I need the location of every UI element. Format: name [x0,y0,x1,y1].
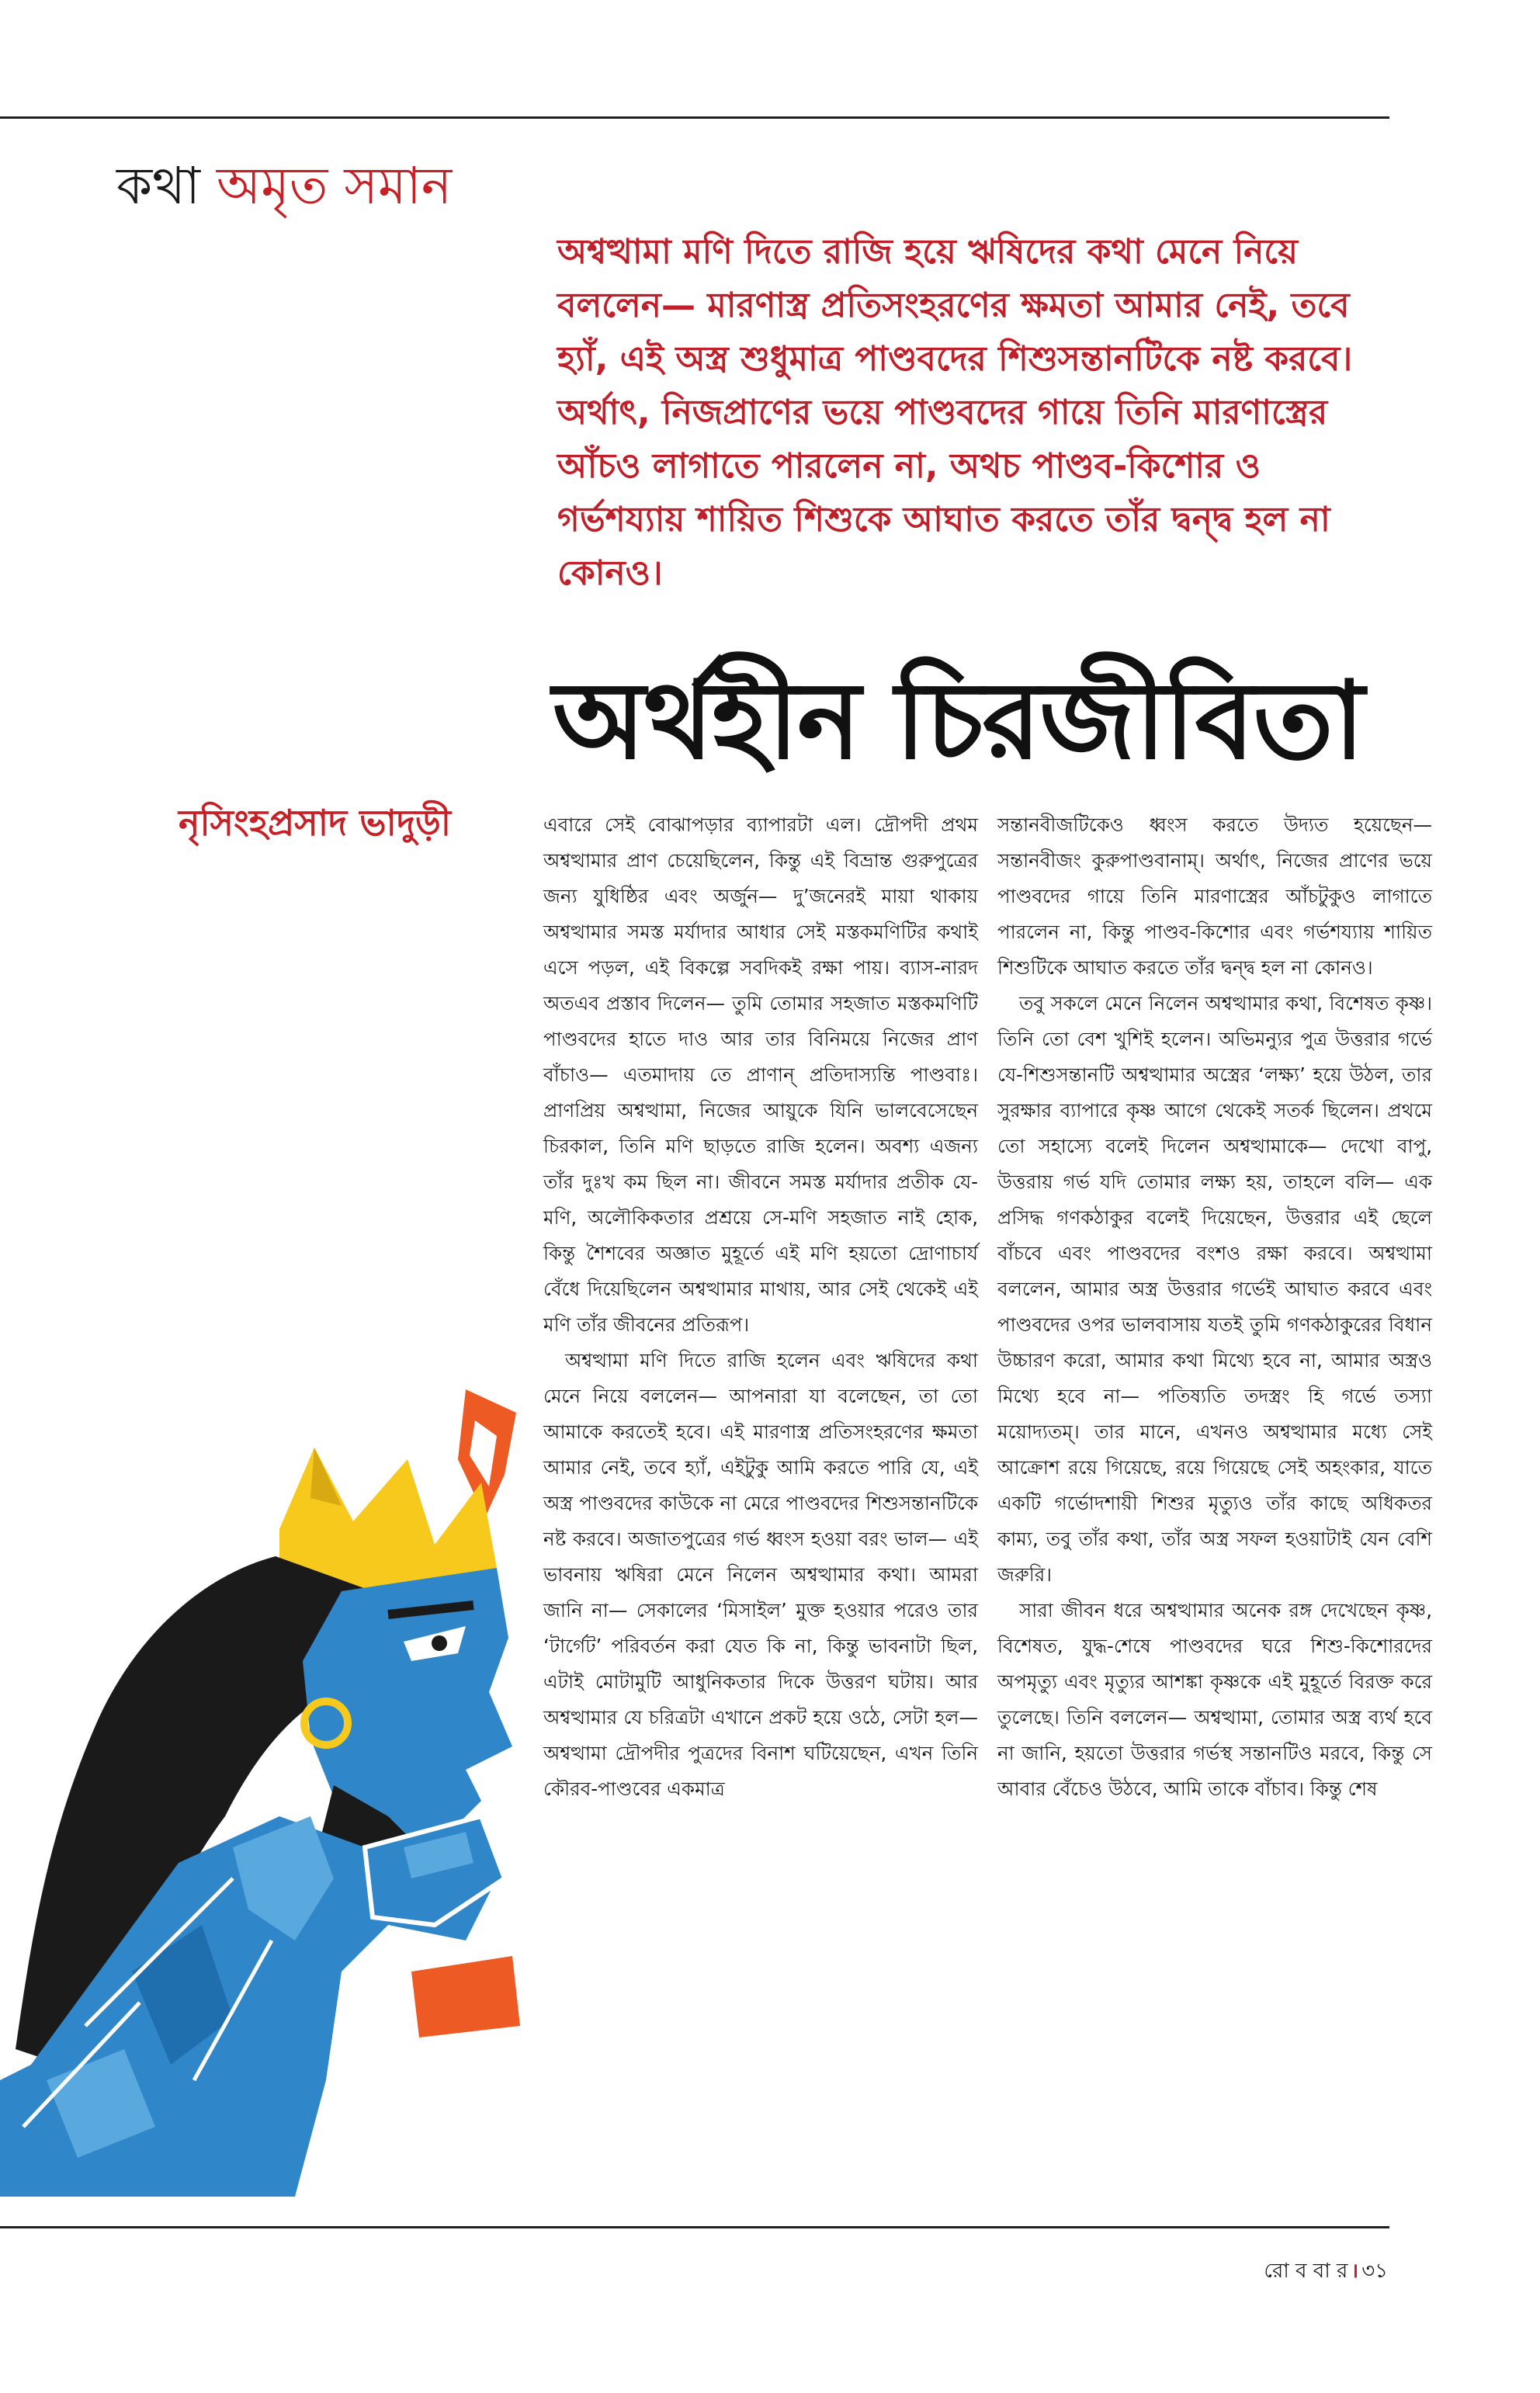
paragraph: তবু সকলে মেনে নিলেন অশ্বত্থামার কথা, বিশেষত কৃষ্ণ। তিনি তো বেশ খুশিই হলেন। অভিমন্যুর পুত্র উত্তরার গর্ভে যে-শিশুসন্তানটি অশ্বত্থামার অস্ত্রের ‘লক্ষ্য’ হয়ে উঠল, তার সুরক্ষার ব্যাপারে কৃষ্ণ আগে থেকেই সতর্ক ছিলেন। প্রথমে তো সহাস্যে বলেই দিলেন অশ্বত্থামাকে— দেখো বাপু, উত্তরায় গর্ভ যদি তোমার লক্ষ্য হয়, তাহলে বলি— এক প্রসিদ্ধ গণকঠাকুর বলেই দিয়েছেন, উত্তরার এই ছেলে বাঁচবে এবং পাণ্ডবদের বংশও রক্ষা করবে। অশ্বত্থামা বললেন, আমার অস্ত্র উত্তরার গর্ভেই আঘাত করবে এবং পাণ্ডবদের ওপর ভালবাসায় যতই তুমি গণকঠাকুরের বিধান উচ্চারণ করো, আমার কথা মিথ্যে হবে না, আমার অস্ত্রও মিথ্যে হবে না— পতিষ্যতি তদস্ত্রং হি গর্ভে তস্যা ময়োদ্যতম্। তার মানে, এখনও অশ্বত্থামার মধ্যে সেই আক্রোশ রয়ে গিয়েছে, রয়ে গিয়েছে সেই অহংকার, যাতে একটি গর্ভোদশায়ী শিশুর মৃত্যুও তাঁর কাছে অধিকতর কাম্য, তবু তাঁর কথা, তাঁর অস্ত্র সফল হওয়াটাই যেন বেশি জরুরি। [997,992,1432,1586]
paragraph: এবারে সেই বোঝাপড়ার ব্যাপারটা এল। দ্রৌপদী প্রথম অশ্বত্থামার প্রাণ চেয়েছিলেন, কিন্তু এই বিভ্রান্ত গুরুপুত্রের জন্য যুধিষ্ঠির এবং অর্জুন— দু’জনেরই মায়া থাকায় অশ্বত্থামার সমস্ত মর্যাদার আধার সেই মস্তকমণিটির কথাই এসে পড়ল, এই বিকল্পে সবদিকই রক্ষা পায়। ব্যাস-নারদ অতএব প্রস্তাব দিলেন— তুমি তোমার সহজাত মস্তকমণিটি পাণ্ডবদের হাতে দাও আর তার বিনিময়ে নিজের প্রাণ বাঁচাও— এতমাদায় তে প্রাণান্ প্রতিদাস্যন্তি পাণ্ডবাঃ। প্রাণপ্রিয় অশ্বত্থামা, নিজের আয়ুকে যিনি ভালবেসেছেন চিরকাল, তিনি মণি ছাড়তে রাজি হলেন। অবশ্য এজন্য তাঁর দুঃখ কম ছিল না। জীবনে সমস্ত মর্যাদার প্রতীক যে-মণি, অলৌকিকতার প্রশ্রয়ে সে-মণি সহজাত নাই হোক, কিন্তু শৈশবের অজ্ঞাত মুহূর্তে এই মণি হয়তো দ্রোণাচার্য বেঁধে দিয়েছিলেন অশ্বত্থামার মাথায়, আর সেই থেকেই এই মণি তাঁর জীবনের প্রতিরূপ। [543,813,978,1336]
section-title-part1: কথা [116,156,201,216]
page-number: ৩১ [1361,2259,1388,2283]
ashwatthama-illustration [0,1382,528,2197]
footer-separator: । [1351,2259,1359,2283]
top-rule [0,116,1389,119]
magazine-name: রো ব বা র [1264,2259,1348,2283]
paragraph: সারা জীবন ধরে অশ্বত্থামার অনেক রঙ্গ দেখেছেন কৃষ্ণ, বিশেষত, যুদ্ধ-শেষে পাণ্ডবদের ঘরে শিশু-কিশোরদের অপমৃত্যু এবং মৃত্যুর আশঙ্কা কৃষ্ণকে এই মুহূর্তে বিরক্ত করে তুলেছে। তিনি বললেন— অশ্বত্থামা, তোমার অস্ত্র ব্যর্থ হবে না জানি, হয়তো উত্তরার গর্ভস্থ সন্তানটিও মরবে, কিন্তু সে আবার বেঁচেও উঠবে, আমি তাকে বাঁচাব। কিন্তু শেষ [997,1599,1432,1800]
section-title-part2: অমৃত সমান [217,156,453,216]
article-column-1 [543,807,978,1807]
author-byline: নৃসিংহপ্রসাদ ভাদুড়ী [179,802,451,844]
page-footer [1264,2255,1388,2289]
paragraph: সন্তানবীজটিকেও ধ্বংস করতে উদ্যত হয়েছেন— সন্তানবীজং কুরুপাণ্ডবানাম্। অর্থাৎ, নিজের প্রাণের ভয়ে পাণ্ডবদের গায়ে তিনি মারণাস্ত্রের আঁচটুকুও লাগাতে পারলেন না, কিন্তু পাণ্ডব-কিশোর এবং গর্ভশয্যায় শায়িত শিশুটিকে আঘাত করতে তাঁর দ্বন্দ্ব হল না কোনও। [997,813,1432,979]
article-column-2 [997,807,1432,1807]
paragraph: অশ্বত্থামা মণি দিতে রাজি হলেন এবং ঋষিদের কথা মেনে নিয়ে বললেন— আপনারা যা বলেছেন, তা তো আমাকে করতেই হবে। এই মারণাস্ত্র প্রতিসংহরণের ক্ষমতা আমার নেই, তবে হ্যাঁ, এইটুকু আমি করতে পারি যে, এই অস্ত্র পাণ্ডবদের কাউকে না মেরে পাণ্ডবদের শিশুসন্তানটিকে নষ্ট করবে। অজাতপুত্রের গর্ভ ধ্বংস হওয়া বরং ভাল— এই ভাবনায় ঋষিরা মেনে নিলেন অশ্বত্থামার কথা। আমরা জানি না— সেকালের ‘মিসাইল’ মুক্ত হওয়ার পরেও তার ‘টার্গেট’ পরিবর্তন করা যেত কি না, কিন্তু ভাবনাটা ছিল, এটাই মোটামুটি আধুনিকতার দিকে উত্তরণ ঘটায়। আর অশ্বত্থামার যে চরিত্রটা এখানে প্রকট হয়ে ওঠে, সেটা হল— অশ্বত্থামা দ্রৌপদীর পুত্রদের বিনাশ ঘটিয়েছেন, এখন তিনি কৌরব-পাণ্ডবের একমাত্র [543,1349,978,1800]
pull-quote: অশ্বত্থামা মণি দিতে রাজি হয়ে ঋষিদের কথা মেনে নিয়ে বললেন— মারণাস্ত্র প্রতিসংহরণের ক্ষমতা আমার নেই, তবে হ্যাঁ, এই অস্ত্র শুধুমাত্র পাণ্ডবদের শিশুসন্তানটিকে নষ্ট করবে। অর্থাৎ, নিজপ্রাণের ভয়ে পাণ্ডবদের গায়ে তিনি মারণাস্ত্রের আঁচও লাগাতে পারলেন না, অথচ পাণ্ডব-কিশোর ও গর্ভশয্যায় শায়িত শিশুকে আঘাত করতে তাঁর দ্বন্দ্ব হল না কোনও। [557,232,1353,593]
bottom-rule [0,2226,1389,2228]
section-title [116,155,452,217]
headline: অর্থহীন চিরজীবিতা [553,657,1363,783]
bracelet-icon [411,1956,520,2038]
